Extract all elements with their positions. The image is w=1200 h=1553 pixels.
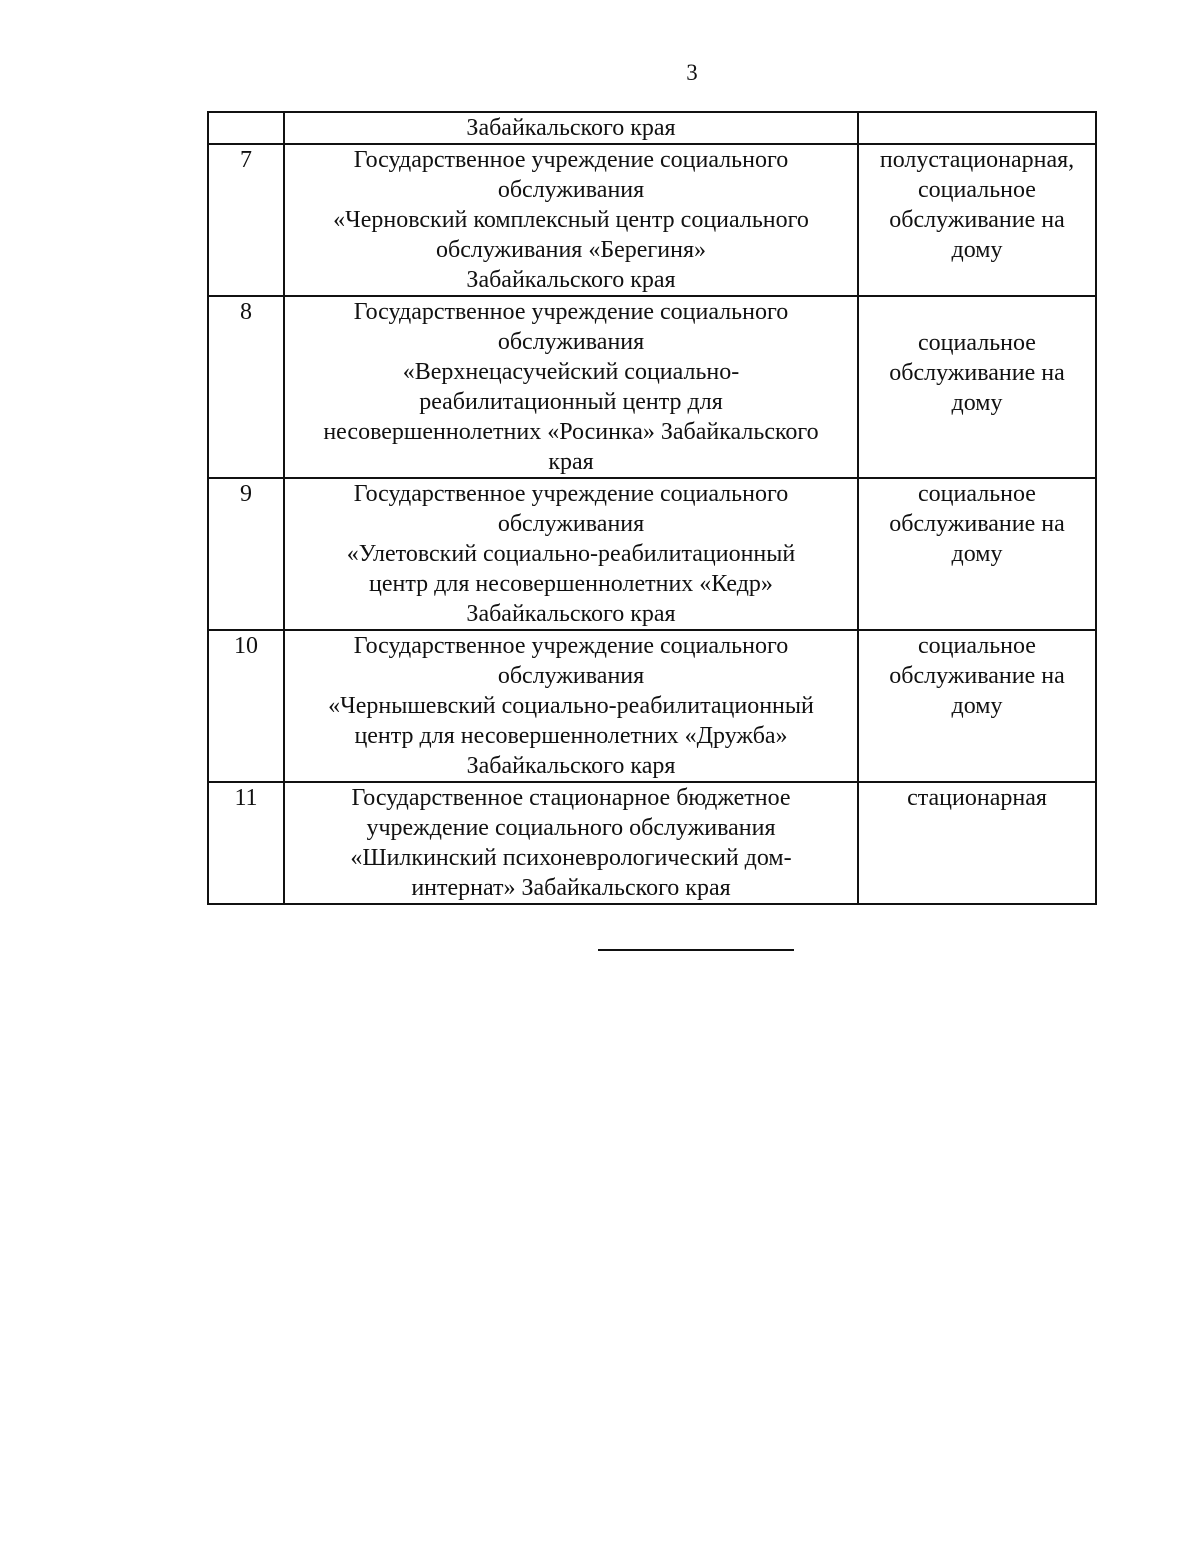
row-number-cell: 9 [208, 478, 284, 630]
row-number-cell: 11 [208, 782, 284, 904]
service-form-line: дому [951, 237, 1003, 263]
institution-name-line: обслуживания [497, 511, 645, 537]
service-form-line: дому [951, 693, 1003, 719]
table-row [208, 478, 1096, 630]
page-number: 3 [686, 60, 698, 85]
table-row [208, 144, 1096, 296]
institution-name-line: Государственное учреждение социального [353, 299, 789, 325]
institution-name-line: центр для несовершеннолетних «Кедр» [369, 571, 773, 597]
service-form-line: обслуживание на [889, 511, 1065, 537]
service-form-cell [858, 112, 1096, 144]
service-form-line: полустационарная, [879, 147, 1075, 173]
service-form-line: социальное [918, 330, 1036, 356]
institution-name-line: Забайкальского края [466, 601, 676, 627]
service-form-line: обслуживание на [889, 360, 1065, 386]
institution-name-line: «Черновский комплексный центр социального [333, 207, 809, 233]
institution-name-line: «Шилкинский психоневрологический дом- [350, 845, 792, 871]
institution-name-line: Государственное учреждение социального [353, 633, 789, 659]
institutions-table-wrapper [207, 111, 1095, 905]
institution-name-line: учреждение социального обслуживания [366, 815, 776, 841]
institution-name-line: обслуживания «Берегиня» [436, 237, 706, 263]
institution-name-line: Забайкальского края [466, 267, 676, 293]
institution-name-cell [284, 478, 858, 630]
service-form-cell [858, 630, 1096, 782]
institution-name-line: обслуживания [497, 329, 645, 355]
institution-name-line: Государственное стационарное бюджетное [351, 785, 791, 811]
institution-name-line: центр для несовершеннолетних «Дружба» [354, 723, 788, 749]
institution-name-cell [284, 112, 858, 144]
institution-name-line: обслуживания [497, 177, 645, 203]
service-form-cell [858, 296, 1096, 478]
institution-name-line: «Верхнецасучейский социально- [402, 359, 740, 385]
institution-name-line: Забайкальского края [466, 115, 676, 141]
row-number-cell: 8 [208, 296, 284, 478]
service-form-cell [858, 478, 1096, 630]
table-row [208, 296, 1096, 478]
institution-name-line: «Улетовский социально-реабилитационный [346, 541, 796, 567]
table-row [208, 782, 1096, 904]
institution-name-line: интернат» Забайкальского края [411, 875, 731, 901]
service-form-line: обслуживание на [889, 663, 1065, 689]
end-of-document-rule [598, 949, 794, 951]
institution-name-cell [284, 630, 858, 782]
institution-name-line: Государственное учреждение социального [353, 147, 789, 173]
institution-name-cell [284, 144, 858, 296]
service-form-line: стационарная [907, 785, 1047, 811]
institution-name-cell [284, 296, 858, 478]
institutions-table [207, 111, 1097, 905]
service-form-cell [858, 144, 1096, 296]
service-form-line: социальное [918, 633, 1036, 659]
service-form-line: дому [951, 541, 1003, 567]
service-form-line: дому [951, 390, 1003, 416]
institution-name-line: «Чернышевский социально-реабилитационный [328, 693, 814, 719]
institution-name-line: края [548, 449, 594, 475]
institution-name-line: несовершеннолетних «Росинка» Забайкальского [323, 419, 819, 445]
service-form-line: социальное [918, 177, 1036, 203]
row-number-cell: 7 [208, 144, 284, 296]
row-number-cell [208, 112, 284, 144]
service-form-line: социальное [918, 481, 1036, 507]
service-form-cell [858, 782, 1096, 904]
institution-name-cell [284, 782, 858, 904]
service-form-line: обслуживание на [889, 207, 1065, 233]
institution-name-line: обслуживания [497, 663, 645, 689]
institution-name-line: Государственное учреждение социального [353, 481, 789, 507]
institution-name-line: Забайкальского каря [466, 753, 676, 779]
table-row-continuation [208, 112, 1096, 144]
institution-name-line: реабилитационный центр для [419, 389, 723, 415]
row-number-cell: 10 [208, 630, 284, 782]
table-row [208, 630, 1096, 782]
